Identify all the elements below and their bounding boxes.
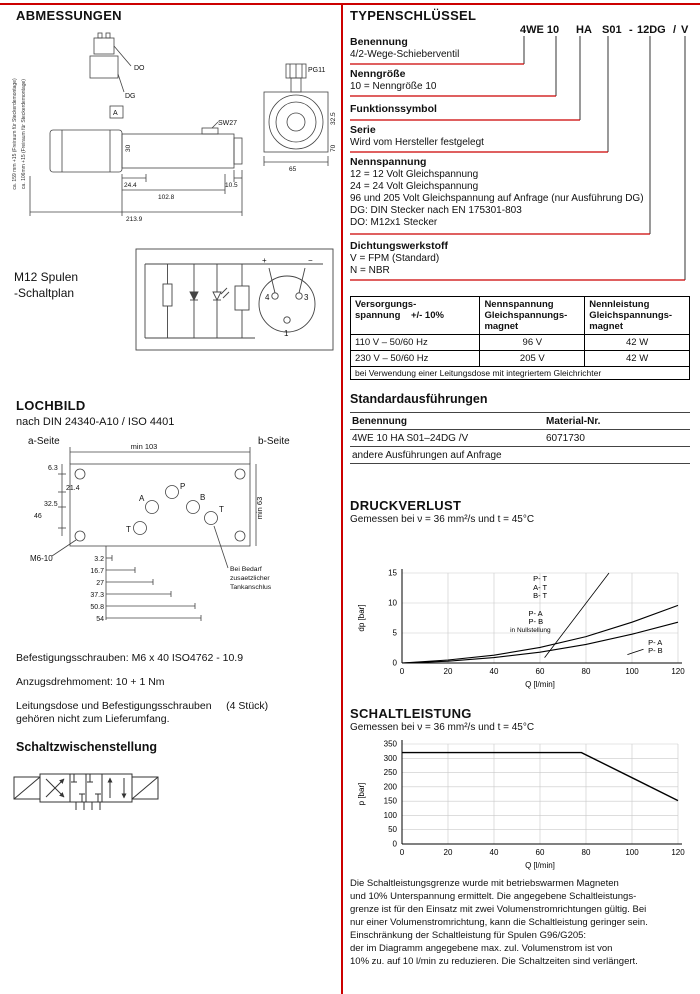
voltage-table-row-230 bbox=[351, 351, 690, 367]
label-sw27: SW27 bbox=[218, 120, 238, 127]
standard-row-name: 4WE 10 HA S01–24DG /V bbox=[352, 433, 469, 444]
clearance-label-2: ca. 106mm +15 (Freiraum für Steckerdemontage) bbox=[21, 79, 27, 189]
note-scope-line2: gehören nicht zum Lieferumfang. bbox=[16, 713, 170, 725]
circle-shape bbox=[187, 501, 200, 514]
footer-line-1: Die Schaltleistungsgrenze wurde mit betriebswarmen Magneten bbox=[350, 878, 619, 889]
druckverlust-subtitle: Gemessen bei ν = 36 mm²/s und t = 45°C bbox=[350, 514, 535, 525]
valve-symbol-drawing bbox=[10, 760, 230, 822]
voltage-table-header-supply bbox=[351, 297, 480, 335]
standard-col-material: Material-Nr. bbox=[546, 416, 601, 427]
pin-3-label: 3 bbox=[304, 293, 309, 302]
schaltleistung-subtitle: Gemessen bei ν = 36 mm²/s und t = 45°C bbox=[350, 722, 535, 733]
circle-shape bbox=[146, 501, 159, 514]
line-shape bbox=[299, 268, 305, 293]
y-tick-label: 200 bbox=[383, 782, 397, 792]
dim-30: 30 bbox=[125, 144, 132, 152]
dim-24-4: 24.4 bbox=[124, 182, 137, 189]
chart-annotation: P- A bbox=[528, 609, 543, 619]
polygon-shape bbox=[190, 292, 198, 300]
dim-21-4: 21.4 bbox=[66, 485, 80, 492]
dim-6-3: 6.3 bbox=[48, 465, 58, 472]
rect-shape bbox=[70, 774, 86, 802]
x-axis-label: Q [l/min] bbox=[525, 680, 555, 689]
x-tick-label: 80 bbox=[581, 667, 591, 676]
rect-shape bbox=[202, 128, 218, 134]
x-tick-label: 40 bbox=[489, 848, 499, 857]
circle-shape bbox=[284, 317, 290, 323]
type-code-seal: V bbox=[681, 24, 689, 36]
type-code-series: 4WE 10 bbox=[520, 24, 560, 36]
rect-shape bbox=[163, 284, 172, 306]
cell-supply-110: 110 V – 50/60 Hz bbox=[351, 335, 480, 351]
min103-dim: min 103 bbox=[130, 442, 158, 451]
x-tick-label: 100 bbox=[625, 667, 639, 676]
header-supply-line2: spannung +/- 10% bbox=[355, 310, 444, 321]
circle-shape bbox=[134, 522, 147, 535]
typ-nennspannung-line1: 12 = 12 Volt Gleichspannung bbox=[350, 169, 479, 180]
lochbild-lines bbox=[52, 447, 256, 621]
rect-shape bbox=[86, 774, 102, 802]
rect-shape bbox=[234, 138, 242, 164]
voltage-table-header-nominal-voltage bbox=[480, 297, 585, 335]
voltage-table-footnote: bei Verwendung einer Leitungsdose mit integriertem Gleichrichter bbox=[351, 367, 690, 380]
rect-shape bbox=[291, 78, 301, 92]
dimension-values bbox=[124, 112, 337, 223]
line-shape bbox=[14, 777, 40, 799]
y-tick-label: 250 bbox=[383, 768, 397, 778]
rect-shape bbox=[94, 38, 114, 54]
header-power-line1: Nennleistung bbox=[589, 299, 650, 310]
cell-voltage-96: 96 V bbox=[480, 335, 585, 351]
type-code-dash: - bbox=[629, 24, 633, 36]
line-shape bbox=[214, 526, 228, 568]
circle-shape bbox=[296, 293, 302, 299]
note-torque: Anzugsdrehmoment: 10 + 1 Nm bbox=[16, 676, 165, 688]
section-title-typenschluessel: TYPENSCHLÜSSEL bbox=[350, 8, 477, 23]
line-shape bbox=[52, 540, 76, 556]
line-shape bbox=[118, 74, 124, 92]
dimension-drawing-labels bbox=[113, 65, 325, 127]
typ-nennspannung-line4: DG: DIN Stecker nach EN 175301-803 bbox=[350, 205, 522, 216]
cell-voltage-205: 205 V bbox=[480, 351, 585, 367]
y-tick-label: 350 bbox=[383, 739, 397, 749]
schaltleistung-chart bbox=[350, 734, 690, 874]
port-t2-label: T bbox=[219, 505, 224, 514]
tank-note-line1: Bei Bedarf bbox=[230, 566, 262, 573]
footer-line-4: nur einer Volumenstromrichtung, kann die Schaltleistung geringer sein. bbox=[350, 917, 648, 928]
min63-dim: min 63 bbox=[255, 496, 264, 520]
pin-4-label: 4 bbox=[265, 293, 270, 302]
x-tick-label: 20 bbox=[443, 667, 453, 676]
chart-annotation: in Nullstellung bbox=[510, 626, 551, 634]
line-shape bbox=[627, 649, 643, 654]
y-axis-label: p [bar] bbox=[357, 782, 366, 806]
port-a-label: A bbox=[139, 494, 145, 503]
footer-line-7: 10% zu. auf 10 l/min zu reduzieren. Die Schaltzeiten sind verlängert. bbox=[350, 956, 638, 967]
typ-serie-label: Serie bbox=[350, 124, 376, 136]
cell-power-42a: 42 W bbox=[585, 335, 690, 351]
typ-dichtung-line2: N = NBR bbox=[350, 265, 390, 276]
rect-shape bbox=[122, 134, 234, 168]
column-divider bbox=[341, 3, 343, 994]
mounting-hole-drawing bbox=[6, 430, 341, 645]
header-power-line2: Gleichspannungs- bbox=[589, 310, 673, 321]
port-b-label: B bbox=[200, 493, 206, 502]
circle-shape bbox=[276, 102, 316, 142]
circle-shape bbox=[75, 469, 85, 479]
footer-line-2: und 10% Unterspannung ermittelt. Die angegebene Schaltleistungs- bbox=[350, 891, 637, 902]
dim-213-9: 213.9 bbox=[126, 216, 143, 223]
x-tick-label: 0 bbox=[399, 848, 405, 857]
standard-versions-title: Standardausführungen bbox=[350, 392, 488, 406]
cell-supply-230: 230 V – 50/60 Hz bbox=[351, 351, 480, 367]
rect-shape bbox=[106, 33, 110, 38]
standard-col-benennung: Benennung bbox=[352, 416, 407, 427]
note-scope-line1: Leitungsdose und Befestigungsschrauben (4 Stück) bbox=[16, 700, 269, 712]
line-shape bbox=[221, 288, 227, 294]
b-seite-label: b-Seite bbox=[258, 436, 290, 447]
x-axis-label: Q [l/min] bbox=[525, 861, 555, 870]
circle-shape bbox=[166, 486, 179, 499]
x-tick-label: 20 bbox=[443, 848, 453, 857]
y-tick-label: 0 bbox=[392, 658, 397, 668]
dim-46: 46 bbox=[34, 513, 42, 520]
dimension-drawing-lines bbox=[30, 33, 328, 216]
pin-1-label: 1 bbox=[284, 329, 289, 338]
x-tick-label: 120 bbox=[671, 667, 685, 676]
header-power-line3: magnet bbox=[589, 321, 623, 332]
header-voltage-line1: Nennspannung bbox=[484, 299, 554, 310]
typ-benennung-label: Benennung bbox=[350, 36, 408, 48]
y-tick-label: 50 bbox=[388, 825, 397, 835]
chart-annotation: P- A bbox=[648, 638, 663, 647]
y-tick-label: 150 bbox=[383, 796, 397, 806]
port-t-label: T bbox=[126, 525, 131, 534]
dim-102-8: 102.8 bbox=[158, 194, 175, 201]
circle-shape bbox=[235, 469, 245, 479]
circle-shape bbox=[269, 95, 323, 149]
y-tick-label: 15 bbox=[388, 568, 397, 578]
typ-nenngroesse-text: 10 = Nenngröße 10 bbox=[350, 81, 437, 92]
circle-shape bbox=[287, 113, 305, 131]
dim-16-7: 16.7 bbox=[90, 568, 104, 575]
label-dg: DG bbox=[125, 93, 136, 100]
m12-label-line1: M12 Spulen bbox=[14, 270, 79, 284]
line-shape bbox=[545, 573, 609, 658]
y-tick-label: 300 bbox=[383, 753, 397, 763]
section-title-druckverlust: DRUCKVERLUST bbox=[350, 498, 462, 513]
chart-annotation: B- T bbox=[533, 591, 548, 601]
chart-annotation: P- T bbox=[533, 573, 548, 583]
right-column bbox=[348, 0, 694, 994]
tank-note-line3: Tankanschlus bbox=[230, 584, 272, 591]
header-voltage-line3: magnet bbox=[484, 321, 519, 332]
section-title-lochbild: LOCHBILD bbox=[16, 398, 86, 413]
rect-shape bbox=[235, 286, 249, 310]
type-code-voltage: 12DG bbox=[637, 24, 666, 36]
m12-circuit-diagram bbox=[135, 248, 335, 352]
rect-shape bbox=[50, 130, 122, 172]
y-tick-label: 100 bbox=[383, 810, 397, 820]
section-title-schaltzwischenstellung: Schaltzwischenstellung bbox=[16, 740, 158, 754]
dim-3-2: 3.2 bbox=[94, 556, 104, 563]
dim-32-5: 32.5 bbox=[330, 112, 337, 125]
standard-table-note-row bbox=[350, 446, 690, 464]
dim-27: 27 bbox=[96, 580, 104, 587]
footer-line-5: Einschränkung der Schaltleistung für Spulen G96/G205: bbox=[350, 930, 587, 941]
standard-versions-section bbox=[350, 392, 690, 464]
rect-shape bbox=[264, 92, 328, 152]
label-a: A bbox=[113, 110, 118, 117]
a-seite-label: a-Seite bbox=[28, 436, 60, 447]
circle-shape bbox=[75, 531, 85, 541]
circle-shape bbox=[272, 293, 278, 299]
x-tick-label: 60 bbox=[535, 667, 545, 676]
m12-label-line2: -Schaltplan bbox=[14, 286, 75, 300]
x-tick-label: 60 bbox=[535, 848, 545, 857]
note-screws: Befestigungsschrauben: M6 x 40 ISO4762 - 10.9 bbox=[16, 652, 244, 664]
y-tick-label: 5 bbox=[392, 628, 397, 638]
footer-line-6: der im Diagramm angegebene max. zul. Volumenstrom ist von bbox=[350, 943, 613, 954]
cell-power-42b: 42 W bbox=[585, 351, 690, 367]
circle-shape bbox=[205, 512, 218, 525]
x-tick-label: 0 bbox=[399, 667, 405, 676]
druckverlust-chart bbox=[350, 528, 690, 700]
typ-benennung-text: 4/2-Wege-Schieberventil bbox=[350, 49, 460, 60]
chart-annotation: A- T bbox=[533, 582, 548, 592]
clearance-labels bbox=[12, 78, 27, 190]
standard-row-number: 6071730 bbox=[546, 433, 585, 444]
typ-nenngroesse-label: Nenngröße bbox=[350, 68, 406, 80]
typ-dichtung-label: Dichtungswerkstoff bbox=[350, 240, 449, 252]
valve-dimension-drawing bbox=[6, 30, 341, 238]
lochbild-subtitle: nach DIN 24340-A10 / ISO 4401 bbox=[16, 416, 175, 428]
plus-terminal-label: + bbox=[262, 256, 267, 265]
dim-10-5: 10.5 bbox=[225, 182, 238, 189]
x-tick-label: 120 bbox=[671, 848, 685, 857]
typ-serie-text: Wird vom Hersteller festgelegt bbox=[350, 137, 484, 148]
type-code-slash: / bbox=[673, 24, 677, 36]
m6-10-label: M6-10 bbox=[30, 554, 53, 563]
connector-verticals bbox=[524, 36, 685, 280]
line-shape bbox=[132, 777, 158, 799]
chart-annotation: P- B bbox=[648, 645, 663, 655]
x-tick-label: 100 bbox=[625, 848, 639, 857]
section-title-abmessungen: ABMESSUNGEN bbox=[16, 8, 122, 23]
line-shape bbox=[269, 268, 275, 293]
type-code-symbol: HA bbox=[576, 24, 592, 36]
label-pg11: PG11 bbox=[308, 67, 326, 74]
typ-funktionssymbol-label: Funktionssymbol bbox=[350, 103, 437, 115]
voltage-table bbox=[350, 296, 690, 380]
x-tick-label: 80 bbox=[581, 848, 591, 857]
dim-54: 54 bbox=[96, 616, 104, 623]
voltage-table-header-row bbox=[351, 297, 690, 335]
dim-32-5: 32.5 bbox=[44, 501, 58, 508]
polygon-shape bbox=[213, 292, 221, 300]
minus-terminal-label: − bbox=[308, 256, 313, 265]
header-supply-line1: Versorgungs- bbox=[355, 299, 417, 310]
y-axis-label: dp [bar] bbox=[357, 604, 366, 632]
typ-nennspannung-line3: 96 und 205 Volt Gleichspannung auf Anfrage (nur Ausführung DG) bbox=[350, 193, 644, 204]
circle-shape bbox=[235, 531, 245, 541]
label-do: DO bbox=[134, 65, 145, 72]
standard-table-header bbox=[350, 412, 690, 429]
typ-dichtung-line1: V = FPM (Standard) bbox=[350, 253, 440, 264]
chart-annotation: P- B bbox=[528, 617, 544, 626]
x-tick-label: 40 bbox=[489, 667, 499, 676]
voltage-table-footnote-row bbox=[351, 367, 690, 380]
dim-50-8: 50.8 bbox=[90, 604, 104, 611]
typ-nennspannung-line2: 24 = 24 Volt Gleichspannung bbox=[350, 181, 479, 192]
footer-line-3: grenze ist für den Einsatz mit zwei Volumenstromrichtungen gültig. Bei bbox=[350, 904, 647, 915]
dim-70: 70 bbox=[330, 144, 337, 152]
line-shape bbox=[223, 292, 229, 298]
port-p-label: P bbox=[180, 482, 186, 491]
y-tick-label: 10 bbox=[388, 598, 397, 608]
y-tick-label: 0 bbox=[392, 839, 397, 849]
dim-65: 65 bbox=[289, 166, 297, 173]
dim-37-3: 37.3 bbox=[90, 592, 104, 599]
header-voltage-line2: Gleichspannungs- bbox=[484, 310, 568, 321]
tank-note-line2: zusaetzlicher bbox=[230, 575, 270, 582]
rect-shape bbox=[98, 33, 102, 38]
voltage-table-header-nominal-power bbox=[585, 297, 690, 335]
section-title-schaltleistung: SCHALTLEISTUNG bbox=[350, 706, 472, 721]
type-code-serie: S01 bbox=[602, 24, 622, 36]
clearance-label-1: ca. 159 mm +15 (Freiraum für Steckerdemontage) bbox=[12, 78, 18, 190]
valve-symbol-lines bbox=[14, 774, 158, 810]
rect-shape bbox=[90, 56, 118, 78]
typ-nennspannung-label: Nennspannung bbox=[350, 156, 427, 168]
voltage-table-row-110 bbox=[351, 335, 690, 351]
rect-shape bbox=[102, 774, 132, 802]
standard-table-row bbox=[350, 429, 690, 446]
typ-nennspannung-line5: DO: M12x1 Stecker bbox=[350, 217, 438, 228]
standard-note: andere Ausführungen auf Anfrage bbox=[352, 450, 502, 461]
